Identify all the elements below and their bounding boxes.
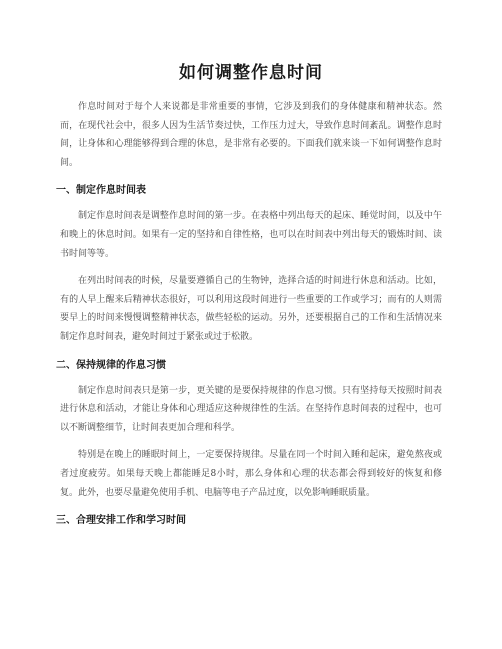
intro-paragraph: 作息时间对于每个人来说都是非常重要的事情，它涉及到我们的身体健康和精神状态。然而，在现代社会中，很多人因为生活节奏过快，工作压力过大，导致作息时间紊乱。调整作息时间，让身体和心理能够得到合理的休息，是非常有必要的。下面我们就来谈一下如何调整作息时间。 [60, 102, 442, 168]
section-2-paragraph-1: 制定作息时间表只是第一步，更关键的是要保持规律的作息习惯。只有坚持每天按照时间表进行休息和活动，才能让身体和心理适应这种规律性的生活。在坚持作息时间表的过程中，也可以不断调整细节，让时间表更加合理和科学。 [60, 385, 442, 433]
document-body [56, 98, 442, 537]
section-heading-2: 二、保持规律的作息习惯 [56, 359, 166, 371]
section-heading-1: 一、制定作息时间表 [56, 185, 146, 197]
section-1-paragraph-1: 制定作息时间表是调整作息时间的第一步。在表格中列出每天的起床、睡觉时间，以及中午和晚上的休息时间。如果有一定的坚持和自律性格，也可以在时间表中列出每天的锻炼时间、读书时间等等。 [60, 211, 442, 259]
page-title: 如何调整作息时间 [179, 63, 323, 83]
section-2-paragraph-2: 特别是在晚上的睡眠时间上，一定要保持规律。尽量在同一个时间入睡和起床，避免熬夜或者过度疲劳。如果每天晚上都能睡足8小时，那么身体和心理的状态都会得到较好的恢复和修复。此外，也要尽量避免使用手机、电脑等电子产品过度，以免影响睡眠质量。 [60, 450, 442, 498]
section-1-paragraph-2: 在列出时间表的时候，尽量要遵循自己的生物钟，选择合适的时间进行休息和活动。比如，有的人早上醒来后精神状态很好，可以利用这段时间进行一些重要的工作或学习；而有的人则需要早上的时间来慢慢调整精神状态，做些轻松的运动。另外，还要根据自己的工作和生活情况来制定作息时间表，避免时间过于紧张或过于松散。 [60, 276, 442, 342]
section-heading-3: 三、合理安排工作和学习时间 [56, 515, 186, 527]
